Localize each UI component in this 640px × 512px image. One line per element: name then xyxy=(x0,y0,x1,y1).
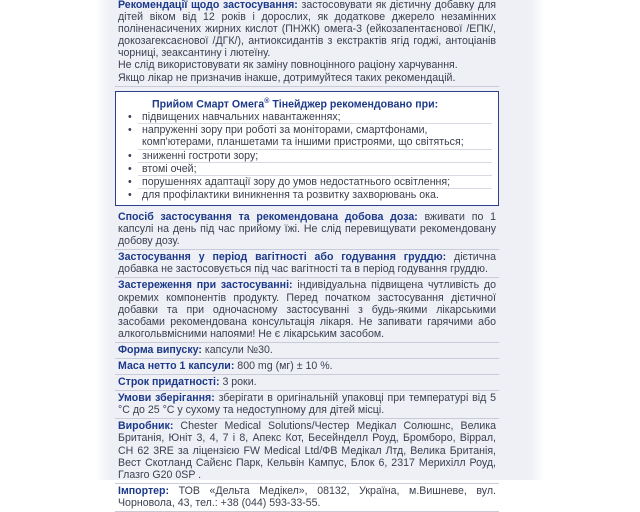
indications-box xyxy=(115,91,499,206)
pregnancy-section xyxy=(115,250,499,278)
manufacturer-text: Chester Medical Solutions/Честер Медікал Солюшнс, Велика Британія, Юніт 3, 4, 7 і 8, Апекс Кот, Бесейнделл Роуд, Бромборо, Віррал, CH 62 3RE за ліцензією FW Medical Ltd/ФВ Медікал Лтд, Велика Британія, Вест Скотланд Сайєнс Парк, Кельвін Кампус, Блок 6, 2317 Мерихілл Роуд, Глазго G20 0SP . xyxy=(118,420,496,481)
leaflet-text-column xyxy=(115,0,499,512)
indication-item: • напруженні зору при роботі за моніторами, смартфонами, комп'ютерами, планшетами та іншими пристроями, що світяться; xyxy=(138,124,492,149)
form-label: Форма випуску: xyxy=(118,343,202,356)
importer-section xyxy=(115,484,499,512)
shelf-life-text: 3 роки. xyxy=(219,376,257,389)
recommendations-section xyxy=(115,0,499,87)
recommendations-note-1: Не слід використовувати як заміну повноцінного раціону харчування. xyxy=(118,59,458,72)
storage-text: зберігати в оригінальній упаковці при температурі від 5 °С до 25 °С у сухому та недоступному для дітей місці. xyxy=(118,392,496,417)
indication-item: • порушеннях адаптації зору до умов недостатнього освітлення; xyxy=(138,176,492,189)
warnings-label: Застереження при застосуванні: xyxy=(118,279,293,292)
indication-item: • підвищених навчальних навантаженнях; xyxy=(138,111,492,124)
pregnancy-text: дієтична добавка не застосовується під час вагітності та в період годування груддю. xyxy=(118,251,496,276)
storage-label: Умови зберігання: xyxy=(118,392,215,405)
form-section xyxy=(115,343,499,359)
importer-label: Імпортер: xyxy=(118,484,170,497)
indication-item: • зниженні гостроти зору; xyxy=(138,150,492,163)
importer-text: ТОВ «Дельта Медікел», 08132, Україна, м.Вишневе, вул. Чорновола, 43, тел.: +38 (044) 593-33-55. xyxy=(118,484,496,509)
indication-item: • втомі очей; xyxy=(138,163,492,176)
recommendations-label: Рекомендації щодо застосування: xyxy=(118,0,298,11)
dosage-text: вживати по 1 капсулі на день під час прийому їжі. Не слід перевищувати рекомендовану добову дозу. xyxy=(118,210,496,248)
net-mass-label: Маса нетто 1 капсули: xyxy=(118,359,235,372)
registered-mark: ® xyxy=(264,97,270,105)
indications-list xyxy=(124,111,492,201)
dosage-label: Спосіб застосування та рекомендована добова доза: xyxy=(118,210,418,223)
recommendations-paragraph xyxy=(118,0,496,59)
indication-item: • для профілактики виникнення та розвитку захворювань ока. xyxy=(138,189,492,201)
warnings-text: індивідуальна підвищена чутливість до окремих компонентів продукту. Перед початком застосування дієтичної добавки та при одночасному застосуванні з будь-якими лікарськими засобами рекомендована консультація лікаря. Не запивати гарячими або алкогольвмісними напоями! Не є лікарським засобом. xyxy=(118,279,496,340)
dosage-section xyxy=(115,210,499,250)
manufacturer-label: Виробник: xyxy=(118,420,174,433)
shelf-life-label: Строк придатності: xyxy=(118,376,220,389)
storage-section xyxy=(115,391,499,419)
manufacturer-section xyxy=(115,419,499,483)
shelf-life-section xyxy=(115,375,499,391)
indications-title-part2: Тінейджер рекомендовано при: xyxy=(269,98,439,111)
net-mass-section xyxy=(115,359,499,375)
form-text: капсули №30. xyxy=(201,343,273,356)
recommendations-text: застосовувати як дієтичну добавку для дітей віком від 12 років і дорослих, як додаткове джерело незамінних поліненасичених жирних кислот (ПНЖК) омега-3 (ейкозапентаєнової /ЕПК/, докозагексаєнової /ДГК/), антиоксидантів з екстрактів ягід годжі, антоціанів чорниці, зеаксантину і лютеїну. xyxy=(118,0,496,60)
net-mass-text: 800 mg (мг) ± 10 %. xyxy=(234,359,333,372)
recommendations-note-2: Якщо лікар не призначив інакше, дотримуйтеся таких рекомендацій. xyxy=(118,71,456,84)
pregnancy-label: Застосування у період вагітності або годування груддю: xyxy=(118,251,447,264)
indications-title xyxy=(152,96,492,111)
indications-title-part1: Прийом Смарт Омега xyxy=(152,98,265,111)
warnings-section xyxy=(115,278,499,342)
